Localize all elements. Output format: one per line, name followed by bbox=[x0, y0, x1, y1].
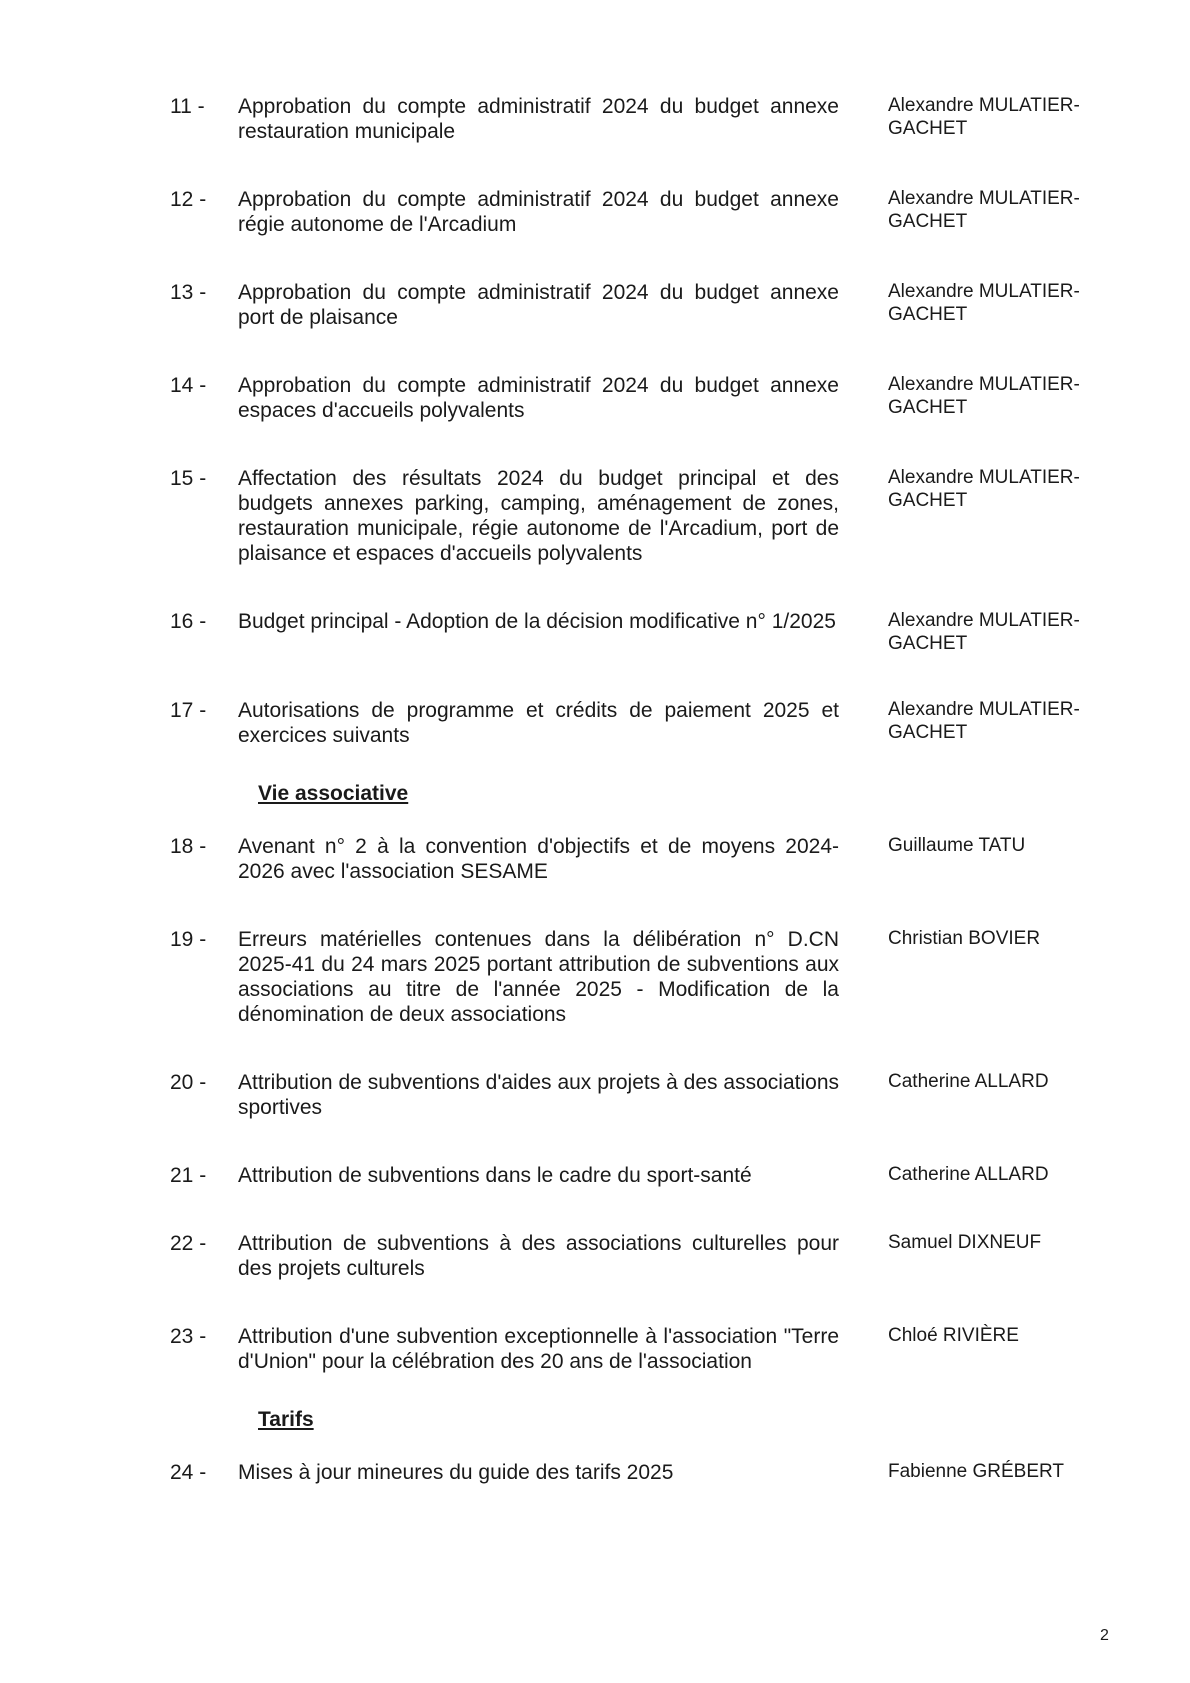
agenda-item bbox=[170, 1460, 1100, 1485]
item-title: Approbation du compte administratif 2024 du budget annexe régie autonome de l'Arcadium bbox=[238, 188, 839, 236]
item-title: Attribution de subventions dans le cadre du sport-santé bbox=[238, 1164, 752, 1187]
agenda-item bbox=[170, 94, 1100, 144]
agenda-item bbox=[170, 466, 1100, 566]
item-number: 12 - bbox=[170, 188, 207, 211]
item-presenter: Guillaume TATU bbox=[888, 835, 1026, 856]
item-number: 23 - bbox=[170, 1325, 207, 1348]
item-title: Mises à jour mineures du guide des tarifs 2025 bbox=[238, 1461, 674, 1484]
item-title: Attribution de subventions à des associations culturelles pour des projets culturels bbox=[238, 1232, 839, 1280]
agenda-item bbox=[170, 1231, 1100, 1281]
item-presenter: Alexandre MULATIER-GACHET bbox=[888, 699, 1080, 743]
section-heading-tarifs: Tarifs bbox=[258, 1408, 314, 1431]
section-heading-vie-associative: Vie associative bbox=[258, 782, 409, 805]
agenda-list bbox=[170, 94, 1100, 1485]
item-number: 24 - bbox=[170, 1461, 207, 1484]
item-number: 15 - bbox=[170, 467, 207, 490]
item-number: 18 - bbox=[170, 835, 207, 858]
item-presenter: Samuel DIXNEUF bbox=[888, 1232, 1042, 1253]
item-presenter: Fabienne GRÉBERT bbox=[888, 1461, 1065, 1482]
item-title: Approbation du compte administratif 2024 du budget annexe port de plaisance bbox=[238, 281, 839, 329]
item-title: Approbation du compte administratif 2024 du budget annexe espaces d'accueils polyvalents bbox=[238, 374, 839, 422]
item-presenter: Catherine ALLARD bbox=[888, 1164, 1049, 1185]
agenda-item bbox=[170, 280, 1100, 330]
agenda-item bbox=[170, 698, 1100, 748]
agenda-item bbox=[170, 1163, 1100, 1188]
item-title: Erreurs matérielles contenues dans la délibération n° D.CN 2025-41 du 24 mars 2025 portant attribution de subventions aux associations au titre de l'année 2025 - Modification de la dénomination de deux associations bbox=[238, 928, 839, 1026]
item-presenter: Alexandre MULATIER-GACHET bbox=[888, 610, 1080, 654]
item-presenter: Alexandre MULATIER-GACHET bbox=[888, 374, 1080, 418]
item-title: Attribution de subventions d'aides aux projets à des associations sportives bbox=[238, 1071, 839, 1119]
item-presenter: Alexandre MULATIER-GACHET bbox=[888, 188, 1080, 232]
item-number: 16 - bbox=[170, 610, 207, 633]
agenda-item bbox=[170, 1070, 1100, 1120]
item-presenter: Catherine ALLARD bbox=[888, 1071, 1049, 1092]
agenda-item bbox=[170, 187, 1100, 237]
agenda-item bbox=[170, 927, 1100, 1027]
item-number: 17 - bbox=[170, 699, 207, 722]
item-title: Avenant n° 2 à la convention d'objectifs et de moyens 2024-2026 avec l'association SESAME bbox=[238, 835, 839, 883]
item-number: 21 - bbox=[170, 1164, 207, 1187]
agenda-item bbox=[170, 373, 1100, 423]
agenda-item bbox=[170, 609, 1100, 655]
item-presenter: Alexandre MULATIER-GACHET bbox=[888, 95, 1080, 139]
agenda-item bbox=[170, 1324, 1100, 1374]
item-title: Autorisations de programme et crédits de paiement 2025 et exercices suivants bbox=[238, 699, 839, 747]
item-title: Budget principal - Adoption de la décision modificative n° 1/2025 bbox=[238, 610, 836, 633]
item-number: 14 - bbox=[170, 374, 207, 397]
item-presenter: Alexandre MULATIER-GACHET bbox=[888, 281, 1080, 325]
item-presenter: Alexandre MULATIER-GACHET bbox=[888, 467, 1080, 511]
item-title: Affectation des résultats 2024 du budget principal et des budgets annexes parking, camping, aménagement de zones, restauration municipale, régie autonome de l'Arcadium, port de plaisance et espaces d'accueils polyvalents bbox=[238, 467, 839, 565]
item-title: Approbation du compte administratif 2024 du budget annexe restauration municipale bbox=[238, 95, 839, 143]
item-number: 20 - bbox=[170, 1071, 207, 1094]
item-number: 19 - bbox=[170, 928, 207, 951]
item-number: 13 - bbox=[170, 281, 207, 304]
item-presenter: Christian BOVIER bbox=[888, 928, 1041, 949]
item-title: Attribution d'une subvention exceptionnelle à l'association "Terre d'Union" pour la célébration des 20 ans de l'association bbox=[238, 1325, 839, 1373]
agenda-item bbox=[170, 834, 1100, 884]
item-number: 11 - bbox=[170, 95, 205, 118]
item-number: 22 - bbox=[170, 1232, 207, 1255]
page-number: 2 bbox=[1100, 1627, 1109, 1644]
item-presenter: Chloé RIVIÈRE bbox=[888, 1325, 1019, 1346]
